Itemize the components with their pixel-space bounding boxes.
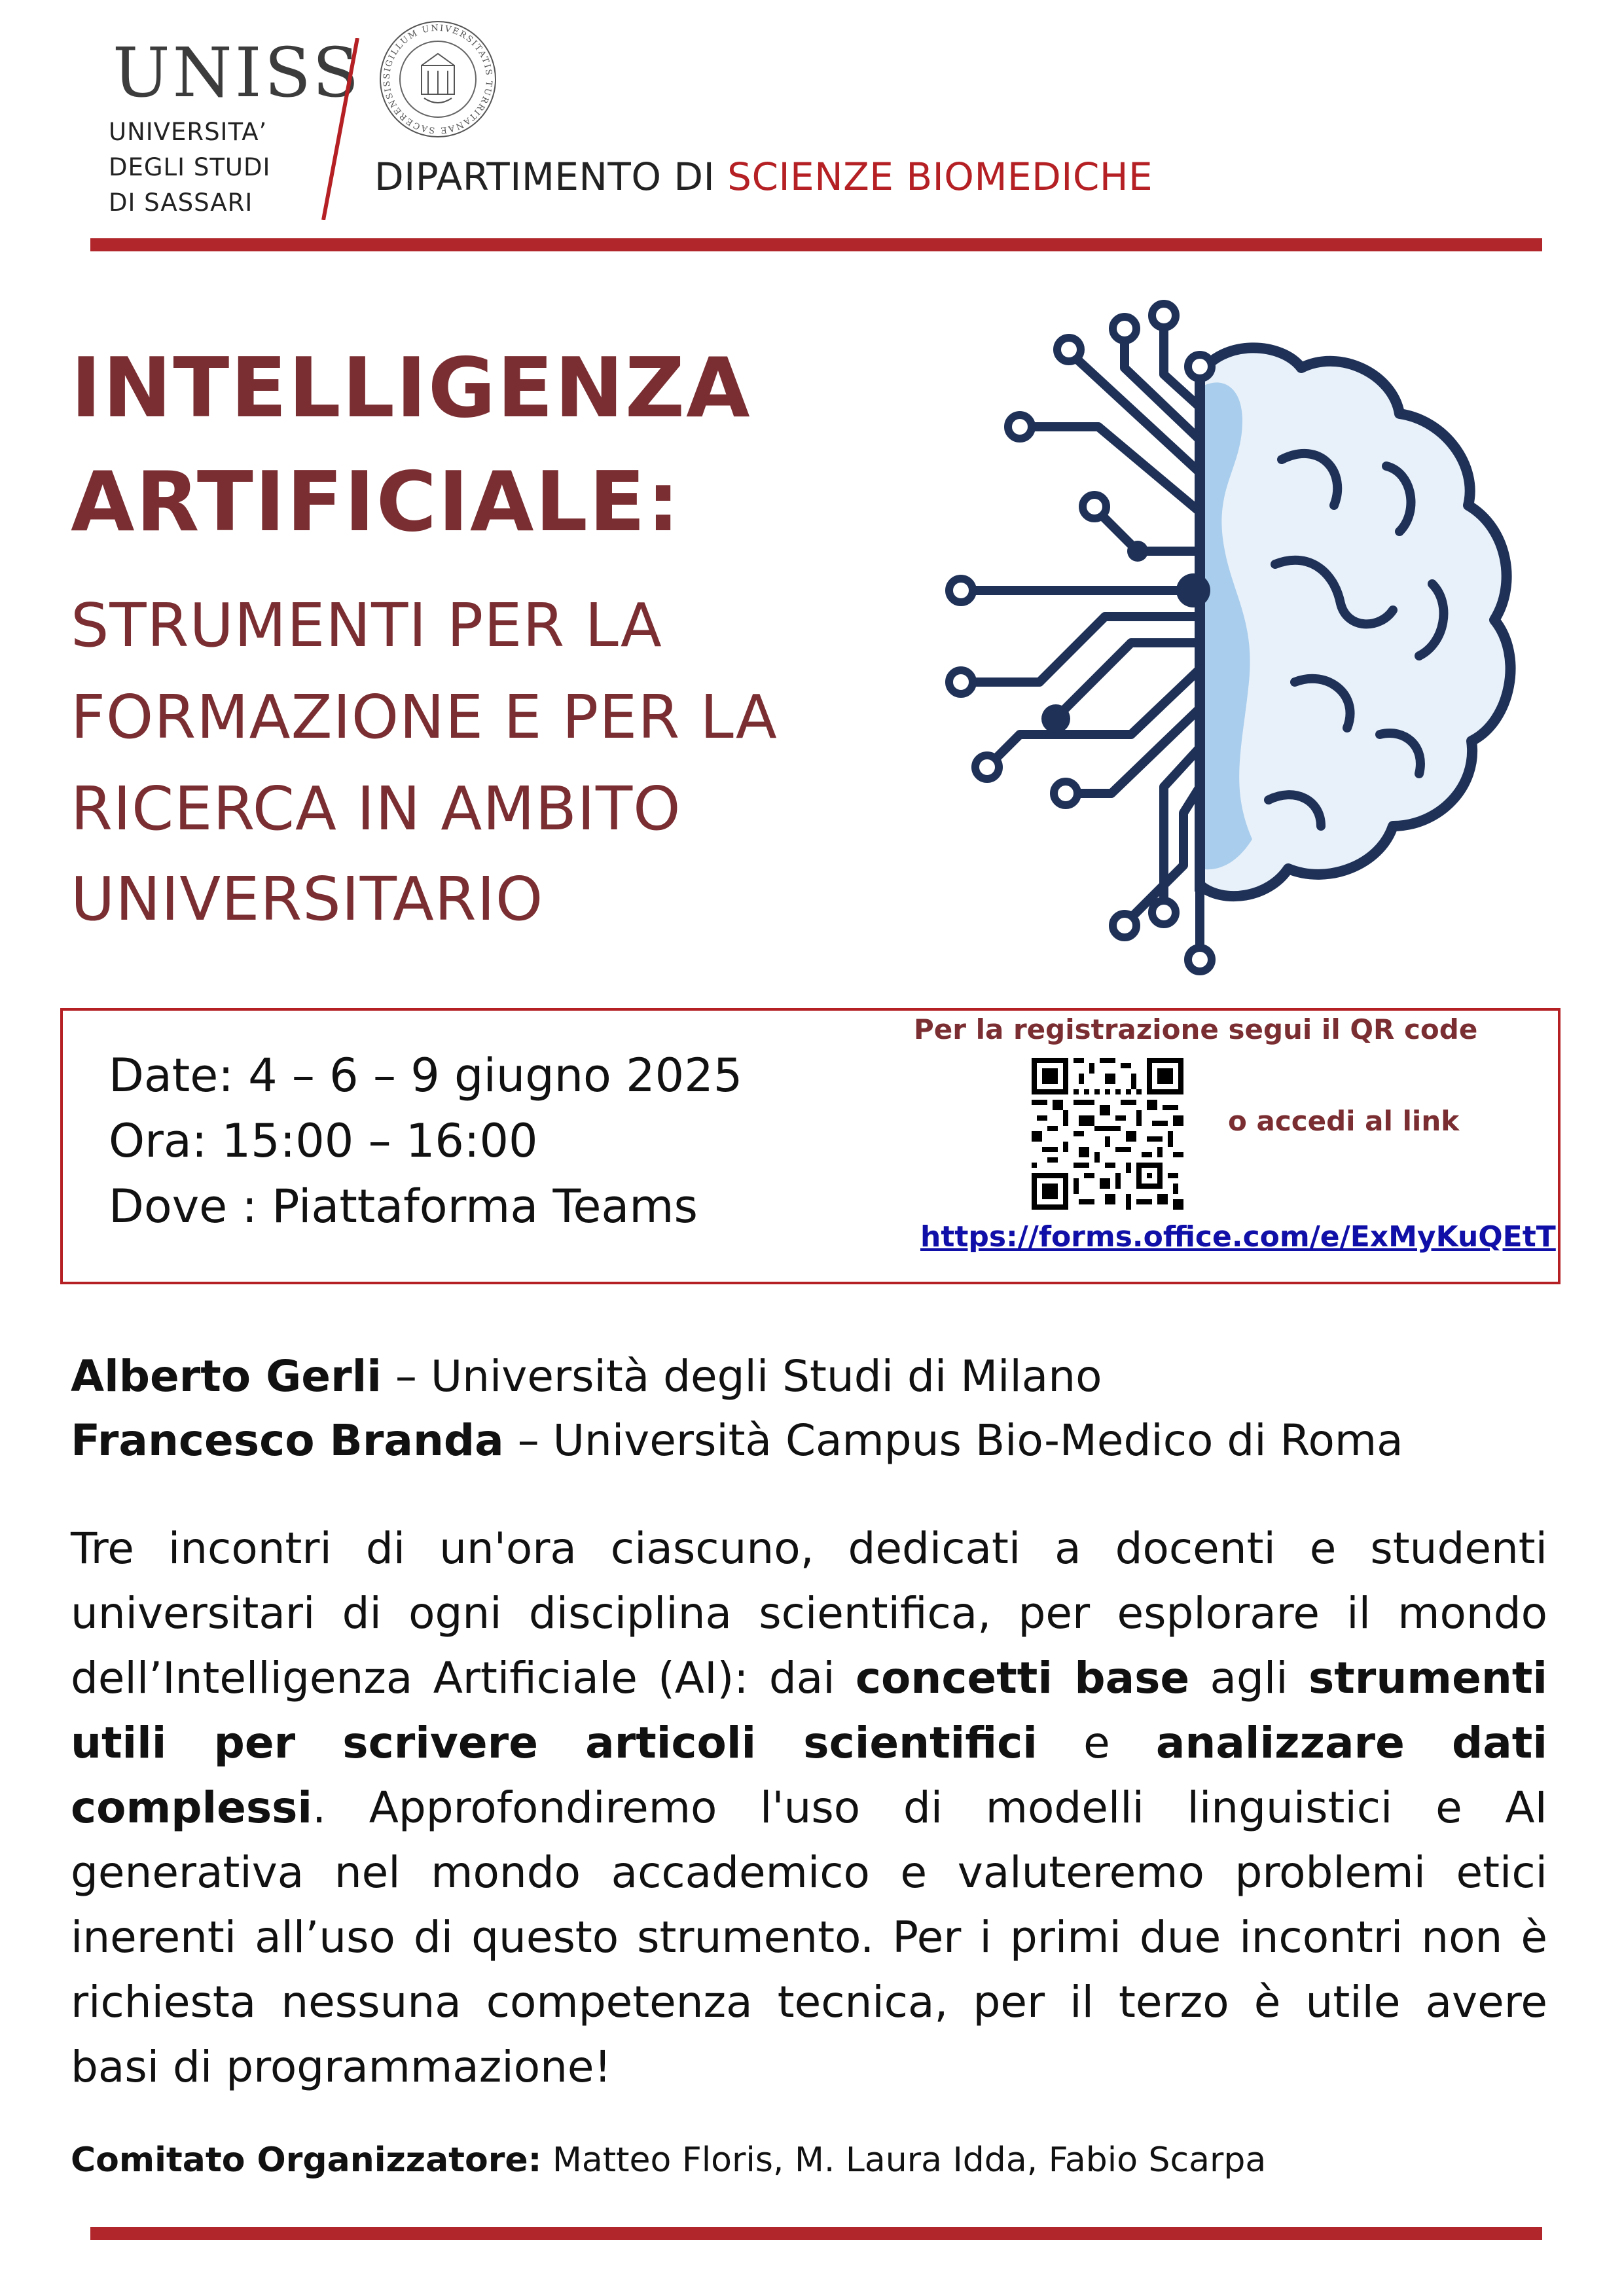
seal-text: SIGILLUM UNIVERSITATIS TURRITANAE SACERENSIS — [382, 23, 494, 136]
registration-link[interactable]: https://forms.office.com/e/ExMyKuQEtT — [920, 1220, 1556, 1254]
description-text-4: . Approfondiremo l'uso di modelli linguistici e AI generativa nel mondo accademico e valuteremo problemi etici inerenti all’uso di questo strumento. Per i primi due incontri non è richiesta nessuna competenza tecnica, per il terzo è utile avere basi di programmazione! — [71, 1782, 1547, 2092]
top-divider — [90, 238, 1542, 251]
description-paragraph — [71, 1516, 1547, 2099]
subtitle-line-2: FORMAZIONE E PER LA — [71, 682, 778, 752]
description-bold-1: concetti base — [855, 1653, 1190, 1703]
university-seal-icon — [378, 20, 497, 139]
speaker-1-affiliation: – Università degli Studi di Milano — [381, 1351, 1102, 1401]
department-title — [374, 154, 1153, 199]
title-line-2: ARTIFICIALE: — [71, 454, 681, 550]
event-date: Date: 4 – 6 – 9 giugno 2025 — [109, 1049, 743, 1102]
description-text-3: e — [1037, 1718, 1156, 1768]
event-place: Dove : Piattaforma Teams — [109, 1180, 698, 1233]
logo-divider — [321, 38, 360, 220]
description-text-2: agli — [1189, 1653, 1308, 1703]
subtitle-line-4: UNIVERSITARIO — [71, 864, 544, 934]
description-bold-2: strumenti utili per scrivere articoli scientifici — [71, 1653, 1547, 1768]
registration-label: Per la registrazione segui il QR code — [914, 1013, 1478, 1045]
description-bold-3: analizzare dati complessi — [71, 1718, 1547, 1833]
committee-members: Matteo Floris, M. Laura Idda, Fabio Scarpa — [541, 2141, 1267, 2180]
subtitle-line-1: STRUMENTI PER LA — [71, 590, 662, 660]
description-text-1: Tre incontri di un'ora ciascuno, dedicati a docenti e studenti universitari di ogni disciplina scientifica, per esplorare il mondo dell’Intelligenza Artificiale (AI): dai — [71, 1523, 1547, 1703]
speaker-1 — [71, 1351, 1102, 1401]
speaker-2 — [71, 1415, 1403, 1466]
brain-circuit-icon — [823, 276, 1591, 1004]
speaker-1-name: Alberto Gerli — [71, 1351, 382, 1401]
department-name: SCIENZE BIOMEDICHE — [727, 154, 1153, 199]
logo-title: UNISS — [113, 33, 362, 113]
logo-line-3: DI SASSARI — [109, 189, 253, 217]
bottom-divider — [90, 2227, 1542, 2240]
registration-alt-text: o accedi al link — [1228, 1105, 1460, 1137]
organizing-committee — [71, 2141, 1266, 2180]
event-time: Ora: 15:00 – 16:00 — [109, 1114, 538, 1168]
logo-line-2: DEGLI STUDI — [109, 153, 271, 181]
department-prefix: DIPARTIMENTO DI — [374, 154, 728, 199]
logo-line-1: UNIVERSITA’ — [109, 118, 268, 146]
title-line-1: INTELLIGENZA — [71, 340, 751, 436]
subtitle-line-3: RICERCA IN AMBITO — [71, 774, 681, 844]
speaker-2-name: Francesco Branda — [71, 1415, 504, 1466]
qr-code-icon[interactable] — [1032, 1058, 1183, 1210]
committee-label: Comitato Organizzatore: — [71, 2141, 542, 2180]
speaker-2-affiliation: – Università Campus Bio-Medico di Roma — [503, 1415, 1403, 1466]
